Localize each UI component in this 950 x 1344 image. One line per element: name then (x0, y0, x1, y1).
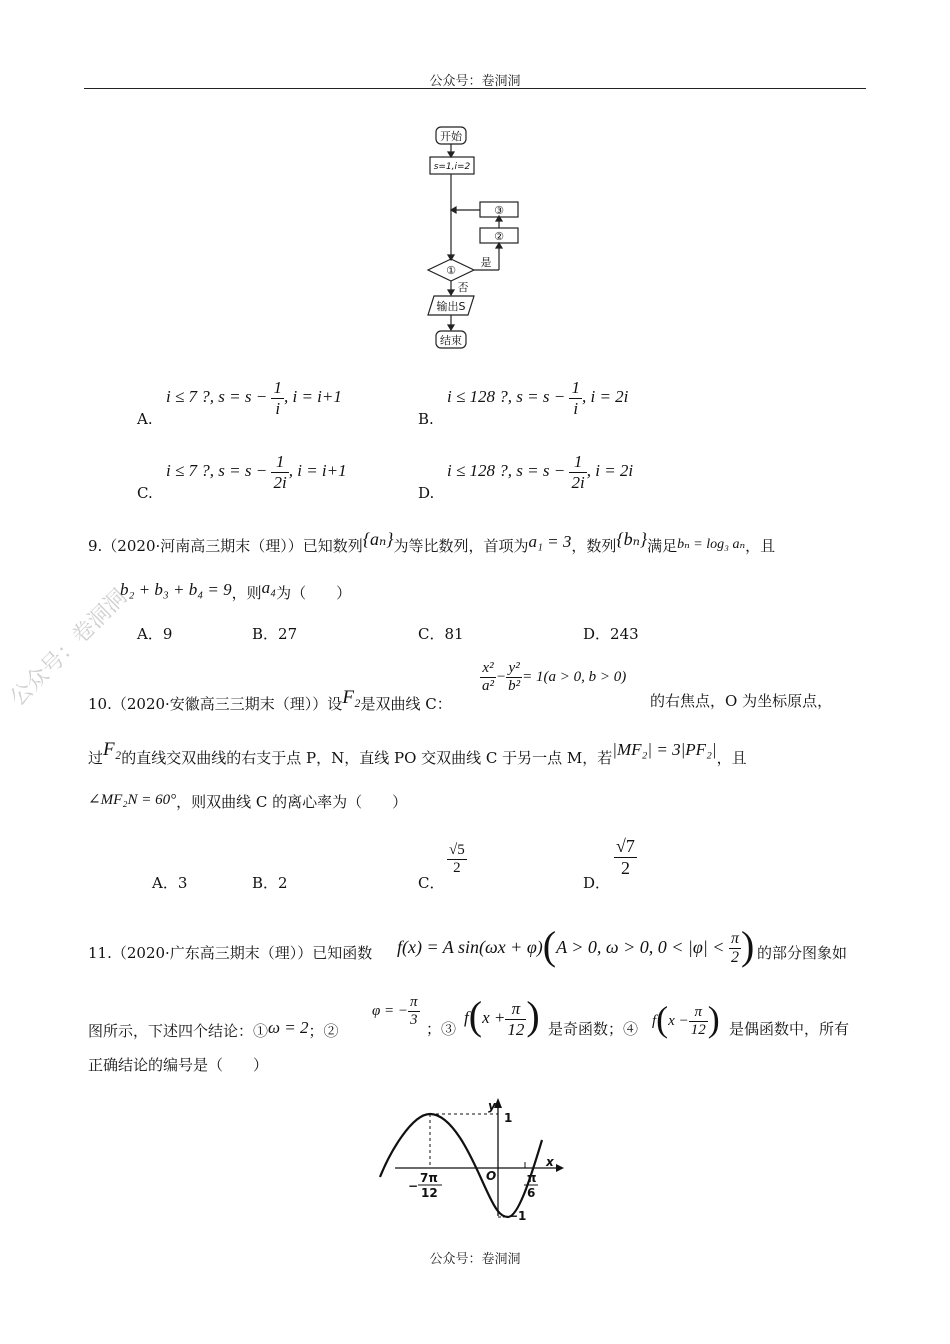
flow-yes-label: 是 (480, 256, 492, 269)
q11-line1-start: 11.（2020·广东高三期末（理））已知函数 (88, 944, 373, 962)
q11-phi: φ = − $\frac{\pi}{3}$ (372, 994, 418, 1029)
q8-option-a-math: i ≤ 7 ?, s = s − $\frac{1}{i}$ , i = i+1 (166, 378, 342, 418)
q8-option-d-letter: D. (418, 484, 435, 502)
q8-option-b-math: i ≤ 128 ?, s = s − $\frac{1}{i}$ , i = 2i (447, 378, 629, 418)
q9-option-b: B．27 (252, 625, 298, 643)
x-left-num: 7π (420, 1171, 438, 1185)
flow-start-label: 开始 (440, 130, 462, 143)
x-left-den: 12 (421, 1186, 438, 1200)
flow-box2-label: ② (494, 230, 504, 243)
q10-line1-start: 10.（2020·安徽高三三期末（理））设F₂是双曲线 C： (88, 687, 452, 713)
q10-option-b: B．2 (252, 874, 288, 892)
q10-option-c-letter: C． (418, 874, 445, 892)
watermark: 公众号：卷洞洞 (5, 584, 133, 712)
q10-line2: 过F₂的直线交双曲线的右支于点 P，N，直线 PO 交双曲线 C 于另一点 M，若|MF₂| = 3|PF₂|，且 (88, 739, 747, 767)
origin-label: O (486, 1169, 497, 1183)
q11-odd: 是奇函数；④ (548, 1020, 639, 1038)
flow-no-label: 否 (457, 281, 469, 294)
page-header: 公众号：卷洞洞 (429, 74, 521, 89)
q10-line1-end: 的右焦点，O 为坐标原点， (650, 692, 833, 710)
x-right-den: 6 (527, 1186, 536, 1200)
q9-option-a: A．9 (137, 625, 173, 643)
q8-option-d-math: i ≤ 128 ?, s = s − $\frac{1}{2i}$ , i = 2i (447, 452, 634, 492)
q9-line1: 9.（2020·河南高三期末（理））已知数列{aₙ}为等比数列，首项为a₁ = 3，数列{bₙ}满足bₙ = log₃ aₙ，且 (88, 529, 776, 555)
page-footer: 公众号：卷洞洞 (429, 1252, 521, 1267)
q11-line1-end: 的部分图象如 (757, 944, 848, 962)
x-left-sign: − (408, 1179, 419, 1193)
q11-line3: 正确结论的编号是（ ） (88, 1056, 269, 1074)
flow-output-label: 输出S (436, 300, 466, 313)
q11-even: 是偶函数中，所有 (729, 1020, 850, 1038)
y-axis-label: y (488, 1099, 496, 1113)
flow-box3-label: ③ (494, 204, 504, 217)
q11-function: f(x) = A sin(ωx + φ)(A > 0, ω > 0, 0 < |φ| < $\frac{\pi}{2}$ ) (397, 923, 755, 968)
q10-hyperbola: $\frac{\text{x²}}{\text{a²}}$ − $\frac{\text{y²}}{\text{b²}}$ = 1(a > 0, b > 0) (482, 660, 627, 695)
q8-option-c-math: i ≤ 7 ?, s = s − $\frac{1}{2i}$ , i = i+1 (166, 452, 347, 492)
q9-line2: b₂ + b₃ + b₄ = 9，则a₄为（ ） (120, 578, 352, 602)
q11-sep3: ；③ (426, 1020, 457, 1038)
sine-graph (370, 1092, 570, 1222)
q11-f-minus: f(x − $\frac{\pi}{12}$ ) (652, 999, 720, 1039)
q8-option-c-letter: C. (137, 484, 153, 502)
q9-option-c: C．81 (418, 625, 464, 643)
sine-curve (380, 1114, 542, 1217)
flow-cond-label: ① (446, 264, 456, 277)
y-max-label: 1 (504, 1111, 513, 1125)
q10-option-a: A．3 (152, 874, 188, 892)
y-min-label: −1 (508, 1209, 527, 1222)
x-right-num: π (527, 1171, 537, 1185)
x-axis-arrow (556, 1164, 564, 1172)
q8-option-a-letter: A. (137, 410, 153, 428)
q10-line3: ∠MF₂N = 60°，则双曲线 C 的离心率为（ ） (88, 792, 408, 811)
q9-option-d: D．243 (583, 625, 639, 643)
q11-f-plus: f(x + $\frac{\pi}{12}$ ) (464, 993, 540, 1039)
q10-option-d-math: $\frac{√7}{2}$ (616, 836, 635, 878)
q10-option-d-letter: D． (583, 874, 611, 892)
q10-option-c-math: $\frac{√5}{2}$ (449, 842, 465, 877)
flow-init-label: s=1,i=2 (433, 162, 471, 172)
q8-option-b-letter: B. (418, 410, 434, 428)
q11-line2a: 图所示，下述四个结论：①ω = 2；② (88, 1018, 339, 1040)
header-rule (84, 88, 866, 89)
flow-end-label: 结束 (440, 334, 462, 347)
x-axis-label: x (546, 1155, 554, 1169)
flowchart (420, 122, 560, 352)
